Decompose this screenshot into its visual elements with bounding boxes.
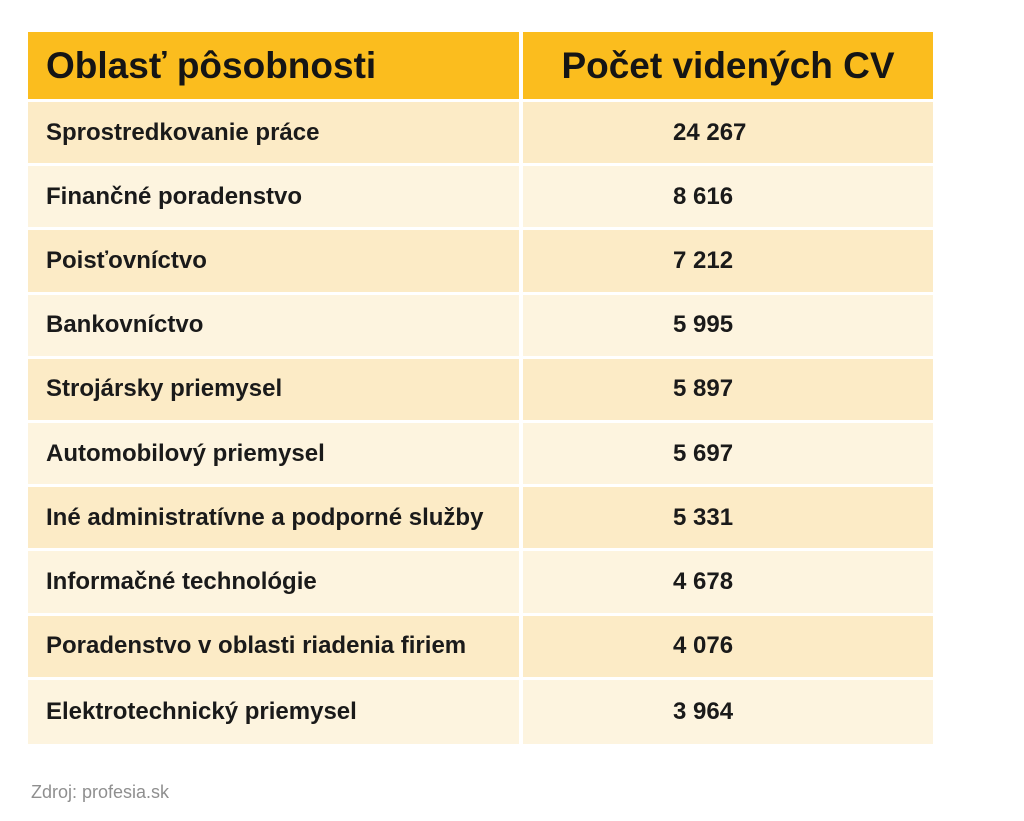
row-cv-count: 5 995 [673,311,734,339]
row-area-name: Strojársky priemysel [28,359,523,420]
table-row [28,616,933,680]
table-row [28,166,933,230]
row-area-name: Automobilový priemysel [28,423,523,484]
table-row [28,680,933,744]
table-row [28,423,933,487]
row-cv-count: 4 678 [673,567,734,595]
table-body [28,102,933,744]
table-row [28,551,933,615]
row-area-name: Poisťovníctvo [28,230,523,291]
row-cv-count: 24 267 [673,118,747,146]
source-note: Zdroj: profesia.sk [31,782,170,802]
row-area-name: Elektrotechnický priemysel [28,680,523,744]
row-cv-count: 5 697 [673,439,734,467]
table-header [28,32,933,102]
table-row [28,102,933,166]
table-row [28,230,933,294]
row-cv-count: 4 076 [673,632,734,660]
row-area-name: Informačné technológie [28,551,523,612]
row-area-name: Sprostredkovanie práce [28,102,523,163]
row-area-name: Bankovníctvo [28,295,523,356]
table-row [28,295,933,359]
row-cv-count: 7 212 [673,246,734,274]
data-table [28,32,933,744]
column-header-count: Počet videných CV [561,44,895,86]
row-cv-count: 8 616 [673,182,734,210]
row-cv-count: 5 897 [673,375,734,403]
table-row [28,359,933,423]
row-cv-count: 3 964 [673,697,734,725]
row-area-name: Iné administratívne a podporné služby [28,487,523,548]
row-cv-count: 5 331 [673,503,734,531]
table-row [28,487,933,551]
row-area-name: Finančné poradenstvo [28,166,523,227]
column-header-area: Oblasť pôsobnosti [28,32,523,99]
row-area-name: Poradenstvo v oblasti riadenia firiem [28,616,523,677]
